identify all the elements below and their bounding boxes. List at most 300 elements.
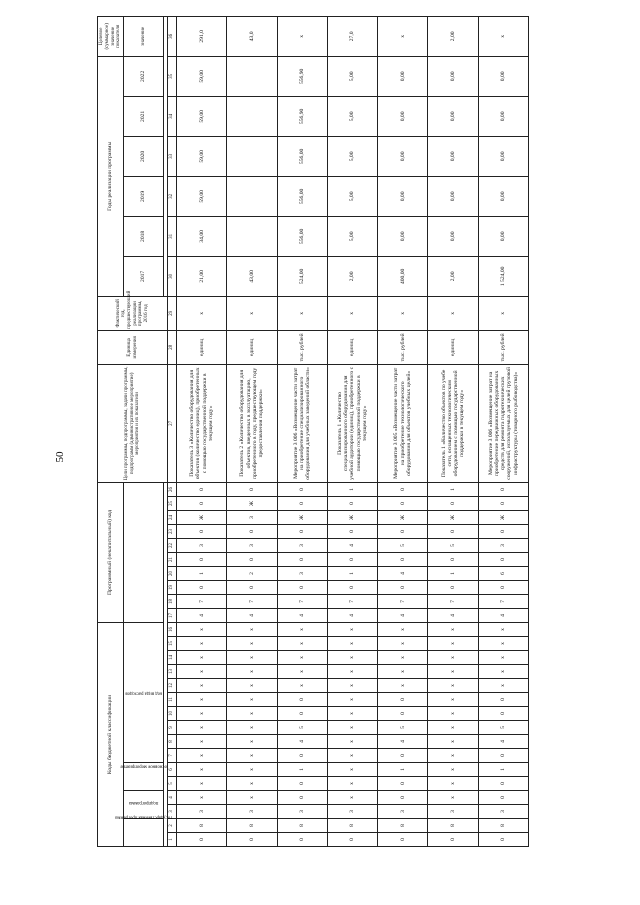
column-number: 3: [168, 805, 177, 819]
row-unit: тыс. рублей: [478, 330, 528, 364]
main-measure-header: основное мероприятие: [124, 763, 164, 791]
subprogram-header: подпрограмма: [124, 791, 164, 819]
row-target: 291,0: [177, 16, 227, 56]
year-value: 0,00: [378, 176, 428, 216]
code-cell: 7: [478, 595, 528, 609]
year-value: 2,00: [428, 256, 478, 296]
year-value: 2,00: [327, 256, 377, 296]
year-value: 0,00: [478, 136, 528, 176]
column-number: 14: [168, 651, 177, 665]
code-cell: х: [227, 707, 277, 721]
rotated-table-frame: [97, 23, 529, 847]
row-unit: тыс. рублей: [277, 330, 327, 364]
year-value: 59,00: [177, 136, 227, 176]
column-number: 32: [168, 176, 177, 216]
code-cell: х: [428, 637, 478, 651]
row-target: х: [378, 16, 428, 56]
code-cell: Ж: [378, 511, 428, 525]
column-number: 1: [168, 833, 177, 847]
year-value: 556,00: [277, 136, 327, 176]
code-cell: 5: [378, 721, 428, 735]
code-cell: 0: [478, 693, 528, 707]
code-cell: х: [478, 665, 528, 679]
code-cell: х: [227, 791, 277, 805]
column-number: 17: [168, 609, 177, 623]
year-value: 0,00: [428, 96, 478, 136]
code-cell: х: [478, 651, 528, 665]
code-cell: х: [177, 679, 227, 693]
code-cell: х: [327, 763, 377, 777]
code-cell: 8: [378, 819, 428, 833]
code-cell: 0: [378, 525, 428, 539]
code-cell: х: [428, 749, 478, 763]
column-number: 35: [168, 56, 177, 96]
year-value: 5,00: [327, 216, 377, 256]
code-cell: 0: [478, 553, 528, 567]
code-cell: х: [327, 735, 377, 749]
code-cell: 0: [177, 525, 227, 539]
code-cell: х: [378, 679, 428, 693]
code-cell: х: [227, 763, 277, 777]
year-value: 400,00: [378, 256, 428, 296]
column-number: 25: [168, 497, 177, 511]
year-value: 524,00: [277, 256, 327, 296]
row-unit: тыс. рублей: [378, 330, 428, 364]
expense-type-header: код вида расходов: [124, 623, 164, 763]
column-number: 10: [168, 707, 177, 721]
code-cell: х: [227, 749, 277, 763]
code-cell: 0: [227, 482, 277, 496]
code-cell: 0: [227, 525, 277, 539]
code-cell: 5: [378, 539, 428, 553]
year-2020: 2020: [124, 136, 164, 176]
code-cell: 1: [177, 567, 227, 581]
code-cell: х: [277, 651, 327, 665]
code-cell: 8: [277, 819, 327, 833]
year-value: [227, 96, 277, 136]
year-value: 0,00: [428, 176, 478, 216]
row-name: Мероприятие 3 006 «Возмещение затрат на приобретение передвижных оборудованных средств для ремонта гидротехнических сооружений, используемых для целей грузовой инфраструктуры (товарного рыбоводства)»: [478, 364, 528, 482]
code-cell: 2: [227, 567, 277, 581]
code-cell: х: [177, 707, 227, 721]
code-cell: х: [227, 693, 277, 707]
code-cell: 3: [227, 805, 277, 819]
table-row: [227, 16, 277, 846]
code-cell: 4: [378, 735, 428, 749]
code-cell: 7: [177, 595, 227, 609]
code-cell: 0: [177, 497, 227, 511]
code-cell: 0: [227, 833, 277, 847]
column-number: 26: [168, 482, 177, 496]
code-cell: 8: [177, 819, 227, 833]
code-cell: 0: [277, 497, 327, 511]
column-number: 30: [168, 256, 177, 296]
code-cell: 0: [327, 833, 377, 847]
code-cell: 0: [277, 693, 327, 707]
year-2017: 2017: [124, 256, 164, 296]
code-cell: 0: [478, 833, 528, 847]
code-cell: 4: [327, 539, 377, 553]
code-cell: 4: [428, 609, 478, 623]
column-number: 16: [168, 623, 177, 637]
code-cell: 3: [227, 539, 277, 553]
code-cell: х: [227, 735, 277, 749]
code-cell: 3: [277, 539, 327, 553]
code-cell: х: [177, 623, 227, 637]
code-cell: 1: [277, 763, 327, 777]
code-cell: 0: [478, 482, 528, 496]
code-cell: х: [428, 665, 478, 679]
code-cell: 4: [277, 609, 327, 623]
year-value: [227, 136, 277, 176]
target-sub-header: значение: [124, 16, 164, 56]
code-cell: х: [327, 623, 377, 637]
column-number: 23: [168, 525, 177, 539]
code-cell: 1: [428, 482, 478, 496]
code-cell: 3: [177, 805, 227, 819]
code-cell: 1: [478, 763, 528, 777]
program-code-sub: [124, 482, 164, 622]
code-cell: 0: [277, 777, 327, 791]
code-cell: 3: [378, 805, 428, 819]
year-value: 5,00: [327, 136, 377, 176]
code-cell: 0: [378, 707, 428, 721]
page-number: 50: [54, 451, 66, 463]
year-value: 5,00: [327, 56, 377, 96]
year-2019: 2019: [124, 176, 164, 216]
code-cell: 7: [227, 595, 277, 609]
column-number: 11: [168, 693, 177, 707]
column-number: 20: [168, 567, 177, 581]
column-number: 31: [168, 216, 177, 256]
program-code-header: Программный (некапитальный) код: [98, 482, 124, 622]
code-cell: 0: [428, 553, 478, 567]
year-value: 0,00: [378, 96, 428, 136]
code-cell: Ж: [177, 511, 227, 525]
row-target: 2,00: [428, 16, 478, 56]
column-number: 15: [168, 637, 177, 651]
code-cell: 7: [428, 595, 478, 609]
years-group-header: Годы реализации программы: [98, 56, 124, 296]
code-cell: 4: [478, 609, 528, 623]
code-cell: 0: [277, 525, 327, 539]
code-cell: х: [277, 679, 327, 693]
code-cell: Ж: [428, 511, 478, 525]
code-cell: 0: [277, 833, 327, 847]
code-cell: х: [327, 651, 377, 665]
column-numbers-row: [168, 16, 177, 846]
year-value: 0,00: [478, 176, 528, 216]
row-target: 43,0: [227, 16, 277, 56]
row-name: Показатель 1 «Количество объектов по учебе сети, оснащенных технологическим оборудованием с помощью государственной поддержки в текущем году»: [428, 364, 478, 482]
code-cell: 6: [478, 567, 528, 581]
code-cell: 3: [428, 805, 478, 819]
code-cell: 0: [478, 791, 528, 805]
year-value: 556,90: [277, 56, 327, 96]
code-cell: 4: [227, 609, 277, 623]
row-name: Показатель 1 «Количество специализированного оборудования для учебной аудитории (единиц), приобретенного с помощью государственной поддержки в текущем году»: [327, 364, 377, 482]
year-value: 59,00: [177, 176, 227, 216]
column-number: 9: [168, 721, 177, 735]
year-value: 43,00: [227, 256, 277, 296]
code-cell: 0: [177, 833, 227, 847]
column-number: 6: [168, 763, 177, 777]
row-name: Мероприятие 3 005 «Возмещение части затрат на приобретение технологического оборудования для объектов учебных целей»: [378, 364, 428, 482]
column-number: 21: [168, 553, 177, 567]
code-cell: 0: [277, 707, 327, 721]
column-number: 18: [168, 595, 177, 609]
code-cell: 5: [428, 539, 478, 553]
year-2022: 2022: [124, 56, 164, 96]
row-unit: единиц: [327, 330, 377, 364]
code-cell: х: [327, 749, 377, 763]
column-number: 8: [168, 735, 177, 749]
code-cell: 4: [177, 609, 227, 623]
code-cell: х: [327, 637, 377, 651]
code-cell: 0: [177, 581, 227, 595]
table-row: [478, 16, 528, 846]
table-row: [277, 16, 327, 846]
code-cell: 0: [478, 581, 528, 595]
row-unit: единиц: [177, 330, 227, 364]
code-cell: х: [478, 679, 528, 693]
code-cell: 1: [327, 482, 377, 496]
code-cell: 0: [177, 482, 227, 496]
code-cell: х: [428, 693, 478, 707]
code-cell: 0: [227, 553, 277, 567]
code-cell: 3: [227, 511, 277, 525]
code-cell: х: [177, 763, 227, 777]
column-number: 36: [168, 16, 177, 56]
code-cell: 0: [378, 693, 428, 707]
code-cell: 0: [327, 497, 377, 511]
code-cell: х: [177, 721, 227, 735]
year-value: 0,00: [378, 216, 428, 256]
code-cell: х: [177, 651, 227, 665]
code-cell: х: [327, 791, 377, 805]
code-cell: х: [428, 623, 478, 637]
code-cell: 0: [277, 482, 327, 496]
code-cell: 0: [177, 553, 227, 567]
code-cell: х: [378, 623, 428, 637]
code-cell: х: [428, 735, 478, 749]
code-cell: 0: [378, 497, 428, 511]
column-number: 29: [168, 296, 177, 330]
code-cell: х: [478, 623, 528, 637]
code-cell: х: [428, 679, 478, 693]
code-cell: х: [177, 735, 227, 749]
year-2021: 2021: [124, 96, 164, 136]
code-cell: 0: [478, 749, 528, 763]
row-base-year: х: [177, 296, 227, 330]
code-cell: 0: [327, 581, 377, 595]
row-name: Мероприятие 3 006 «Возмещение части затрат на приобретение специализированного оборудования для учебных заведений области»: [277, 364, 327, 482]
code-cell: х: [177, 665, 227, 679]
code-cell: х: [227, 651, 277, 665]
column-number: 5: [168, 777, 177, 791]
code-cell: Ж: [478, 511, 528, 525]
row-target: х: [478, 16, 528, 56]
code-cell: 1: [378, 763, 428, 777]
code-cell: х: [277, 623, 327, 637]
base-year-header: Фактический год, предшествующий реализации программы, 2016 год: [98, 296, 168, 330]
code-cell: 1: [428, 567, 478, 581]
row-base-year: х: [378, 296, 428, 330]
code-cell: 8: [227, 819, 277, 833]
code-cell: Ж: [227, 497, 277, 511]
code-cell: 1: [327, 567, 377, 581]
code-cell: х: [327, 665, 377, 679]
year-value: 0,00: [478, 96, 528, 136]
code-cell: х: [428, 721, 478, 735]
code-cell: 8: [327, 819, 377, 833]
code-cell: 0: [378, 553, 428, 567]
year-value: 1 524,00: [478, 256, 528, 296]
code-cell: 3: [478, 805, 528, 819]
year-value: [227, 216, 277, 256]
code-cell: 0: [277, 581, 327, 595]
code-cell: х: [177, 637, 227, 651]
column-number: 28: [168, 330, 177, 364]
row-unit: единиц: [227, 330, 277, 364]
code-cell: 3: [478, 539, 528, 553]
code-cell: х: [327, 777, 377, 791]
code-cell: х: [327, 679, 377, 693]
gov-program-header: государственная программа: [124, 819, 164, 847]
column-number: 7: [168, 749, 177, 763]
unit-header: Единица измерения: [98, 330, 168, 364]
year-value: 21,00: [177, 256, 227, 296]
code-cell: 0: [277, 791, 327, 805]
row-base-year: х: [478, 296, 528, 330]
code-cell: 0: [428, 525, 478, 539]
year-value: 556,90: [277, 96, 327, 136]
row-base-year: х: [428, 296, 478, 330]
code-cell: 4: [327, 609, 377, 623]
code-cell: 0: [378, 777, 428, 791]
row-target: 27,0: [327, 16, 377, 56]
code-cell: 0: [428, 833, 478, 847]
code-cell: х: [327, 693, 377, 707]
code-cell: х: [277, 665, 327, 679]
code-cell: 0: [378, 749, 428, 763]
code-cell: 7: [327, 595, 377, 609]
code-cell: х: [227, 679, 277, 693]
table-body: [177, 16, 529, 846]
code-cell: 0: [327, 525, 377, 539]
code-cell: 7: [378, 595, 428, 609]
code-cell: 0: [327, 553, 377, 567]
code-cell: х: [227, 665, 277, 679]
code-cell: х: [428, 707, 478, 721]
column-number: 22: [168, 539, 177, 553]
table-row: [327, 16, 377, 846]
code-cell: х: [327, 721, 377, 735]
row-unit: единиц: [428, 330, 478, 364]
year-value: 59,00: [177, 56, 227, 96]
code-cell: 7: [277, 595, 327, 609]
code-cell: 0: [277, 749, 327, 763]
year-value: 0,00: [428, 56, 478, 96]
budget-codes-header: Коды бюджетной классификации: [98, 623, 124, 847]
code-cell: 0: [277, 553, 327, 567]
year-value: [227, 176, 277, 216]
column-number: 4: [168, 791, 177, 805]
code-cell: х: [428, 777, 478, 791]
year-2018: 2018: [124, 216, 164, 256]
code-cell: 3: [277, 805, 327, 819]
column-number: 33: [168, 136, 177, 176]
code-cell: х: [227, 623, 277, 637]
row-name: Показатель 3 «Количество оборудования для объектов (количество единиц), приобретенных с помощью государственной поддержки в текущем году»: [177, 364, 227, 482]
code-cell: х: [428, 791, 478, 805]
row-base-year: х: [227, 296, 277, 330]
table-row: [177, 16, 227, 846]
year-value: 5,00: [327, 176, 377, 216]
code-cell: х: [428, 651, 478, 665]
code-cell: 4: [378, 567, 428, 581]
target-header: Целевое (суммарное) значение показателя: [98, 16, 124, 56]
code-cell: 5: [277, 721, 327, 735]
code-cell: х: [227, 777, 277, 791]
table-row: [378, 16, 428, 846]
code-cell: 4: [277, 735, 327, 749]
code-cell: х: [227, 637, 277, 651]
year-value: 59,00: [177, 96, 227, 136]
row-base-year: х: [277, 296, 327, 330]
code-cell: х: [378, 665, 428, 679]
code-cell: х: [177, 777, 227, 791]
table-row: [428, 16, 478, 846]
year-value: 0,00: [478, 216, 528, 256]
code-cell: х: [378, 651, 428, 665]
year-value: 556,00: [277, 216, 327, 256]
program-indicators-table: [97, 16, 529, 847]
code-cell: х: [177, 749, 227, 763]
year-value: 34,00: [177, 216, 227, 256]
code-cell: 3: [277, 567, 327, 581]
column-number: 2: [168, 819, 177, 833]
name-header: Цели программы, подпрограммы, задачи программы, подпрограмм (административное мероприятие) мероприятия и их показатели: [98, 364, 168, 482]
row-name: Показатель 2 «Количество оборудования для объектов, введенных в эксплуатацию, приобретенного в году, предшествующем году предоставления поддержки»: [227, 364, 277, 482]
code-cell: х: [277, 637, 327, 651]
code-cell: 0: [428, 581, 478, 595]
code-cell: х: [428, 763, 478, 777]
year-value: 0,00: [478, 56, 528, 96]
code-cell: 0: [378, 581, 428, 595]
year-value: 5,00: [327, 96, 377, 136]
code-cell: 0: [478, 777, 528, 791]
code-cell: 0: [478, 707, 528, 721]
row-base-year: х: [327, 296, 377, 330]
column-number: 27: [168, 364, 177, 482]
code-cell: Ж: [327, 511, 377, 525]
code-cell: 3: [177, 539, 227, 553]
code-cell: х: [177, 791, 227, 805]
code-cell: 5: [478, 721, 528, 735]
code-cell: х: [177, 693, 227, 707]
code-cell: 0: [378, 833, 428, 847]
year-value: 0,00: [378, 56, 428, 96]
code-cell: х: [327, 707, 377, 721]
column-number: 12: [168, 679, 177, 693]
code-cell: х: [378, 637, 428, 651]
year-value: 0,00: [428, 216, 478, 256]
year-value: [227, 56, 277, 96]
code-cell: х: [478, 637, 528, 651]
code-cell: Ж: [277, 511, 327, 525]
year-value: 0,00: [428, 136, 478, 176]
